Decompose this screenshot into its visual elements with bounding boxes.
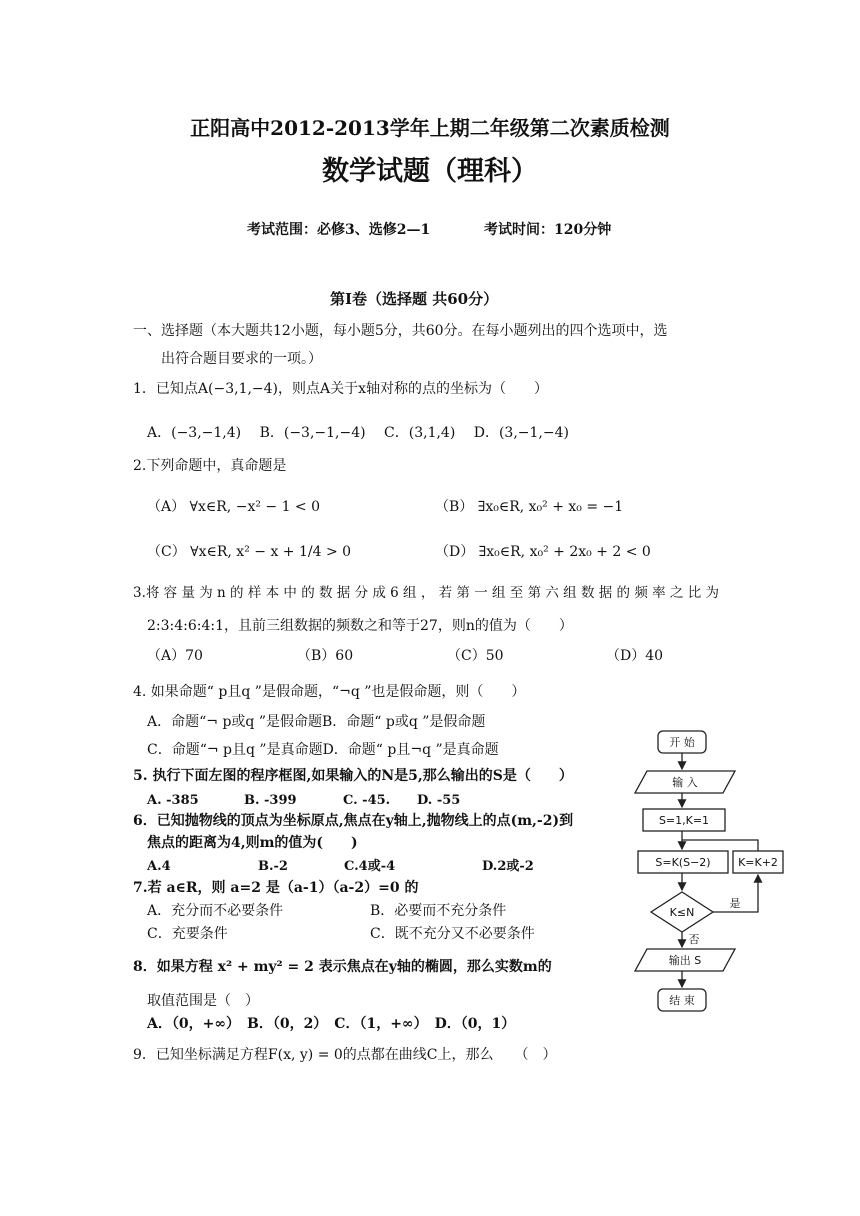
q7-option-b: B．必要而不充分条件 xyxy=(370,903,507,919)
q2-option-c: （C） ∀x∈R, x² − x + 1/4 > 0 xyxy=(147,544,352,560)
q3-stem: 3.将 容 量 为 n 的 样 本 中 的 数 据 分 成 6 组 ， 若 第 一 组 至 第 六 组 数 据 的 频 率 之 比 为 xyxy=(133,585,719,601)
exam-time: 考试时间：120分钟 xyxy=(484,222,612,238)
exam-title: 正阳高中2012-2013学年上期二年级第二次素质检测 xyxy=(190,116,670,140)
q8-options: A．（0，+∞） B．（0，2） C．（1，+∞） D．（0，1） xyxy=(147,1016,516,1032)
q4-options-ab: A．命题“¬ p或q ”是假命题B．命题“ p或q ”是假命题 xyxy=(147,714,486,730)
program-flowchart xyxy=(625,725,795,1025)
flow-yes-label: 是 xyxy=(729,897,741,910)
q9-stem: 9．已知坐标满足方程F(x, y) = 0的点都在曲线C上，那么 （ ） xyxy=(133,1047,557,1063)
q3-option-d: （D）40 xyxy=(606,648,664,664)
q3-option-b: （B）60 xyxy=(297,648,354,664)
q2-option-d: （D） ∃x₀∈R, x₀² + 2x₀ + 2 < 0 xyxy=(435,544,651,560)
q5-option-c: C. -45. xyxy=(343,793,391,808)
q7-option-d: C．既不充分又不必要条件 xyxy=(370,926,535,942)
q5-option-a: A. -385 xyxy=(147,793,199,808)
q3-option-a: （A）70 xyxy=(147,648,203,664)
flow-start-label: 开 始 xyxy=(669,736,695,749)
exam-scope: 考试范围：必修3、选修2—1 xyxy=(247,222,431,238)
flow-increment-label: K=K+2 xyxy=(738,856,778,869)
q4-stem: 4. 如果命题“ p且q ”是假命题，“¬q ”也是假命题，则（ ） xyxy=(133,684,526,700)
q2-option-b: （B） ∃x₀∈R, x₀² + x₀ = −1 xyxy=(435,499,624,515)
q6-stem: 6．已知抛物线的顶点为坐标原点,焦点在y轴上,抛物线上的点(m,-2)到 xyxy=(133,813,574,829)
q2-stem: 2.下列命题中，真命题是 xyxy=(133,458,287,474)
q5-stem: 5. 执行下面左图的程序框图,如果输入的N是5,那么输出的S是（ ） xyxy=(133,768,573,784)
flow-no-label: 否 xyxy=(688,933,700,946)
flow-condition-label: K≤N xyxy=(669,906,695,919)
flow-init-label: S=1,K=1 xyxy=(658,814,710,827)
section-intro-cont: 出符合题目要求的一项。） xyxy=(161,351,322,367)
subject-title: 数学试题（理科） xyxy=(322,156,538,187)
q4-options-cd: C．命题“¬ p且q ”是真命题D．命题“ p且¬q ”是真命题 xyxy=(147,742,499,758)
q1-stem: 1．已知点A(−3,1,−4)，则点A关于x轴对称的点的坐标为（ ） xyxy=(133,381,549,397)
q6-stem-cont: 焦点的距离为4,则m的值为( ) xyxy=(147,835,358,851)
q6-option-d: D.2或-2 xyxy=(482,859,534,874)
q5-option-d: D. -55 xyxy=(417,793,461,808)
flow-end-label: 结 束 xyxy=(669,994,695,1007)
q6-option-a: A.4 xyxy=(147,859,171,874)
q2-option-a: （A） ∀x∈R, −x² − 1 < 0 xyxy=(147,499,321,515)
q6-option-c: C.4或-4 xyxy=(344,859,396,874)
q7-option-c: C．充要条件 xyxy=(147,926,228,942)
section-intro: 一、选择题（本大题共12小题，每小题5分，共60分。在每小题列出的四个选项中，选 xyxy=(133,323,668,339)
q7-stem: 7.若 a∈R，则 a=2 是（a-1）（a-2）=0 的 xyxy=(133,880,419,896)
q3-option-c: （C）50 xyxy=(447,648,504,664)
q3-stem-cont: 2:3:4:6:4:1，且前三组数据的频数之和等于27，则n的值为（ ） xyxy=(147,618,573,634)
q8-stem: 8．如果方程 x² + my² = 2 表示焦点在y轴的椭圆，那么实数m的 xyxy=(133,959,552,975)
q7-option-a: A．充分而不必要条件 xyxy=(147,903,284,919)
flow-process-label: S=K(S−2) xyxy=(655,856,711,869)
q1-options: A．(−3,−1,4) B．(−3,−1,−4) C．(3,1,4) D．(3,−1,−4) xyxy=(147,425,569,441)
q5-option-b: B. -399 xyxy=(244,793,297,808)
q6-option-b: B.-2 xyxy=(258,859,288,874)
part-title: 第Ⅰ卷（选择题 共60分） xyxy=(330,290,499,308)
q8-stem-cont: 取值范围是（ ） xyxy=(147,993,259,1009)
flow-output-label: 输出 S xyxy=(668,954,702,967)
flow-input-label: 输 入 xyxy=(672,776,698,789)
